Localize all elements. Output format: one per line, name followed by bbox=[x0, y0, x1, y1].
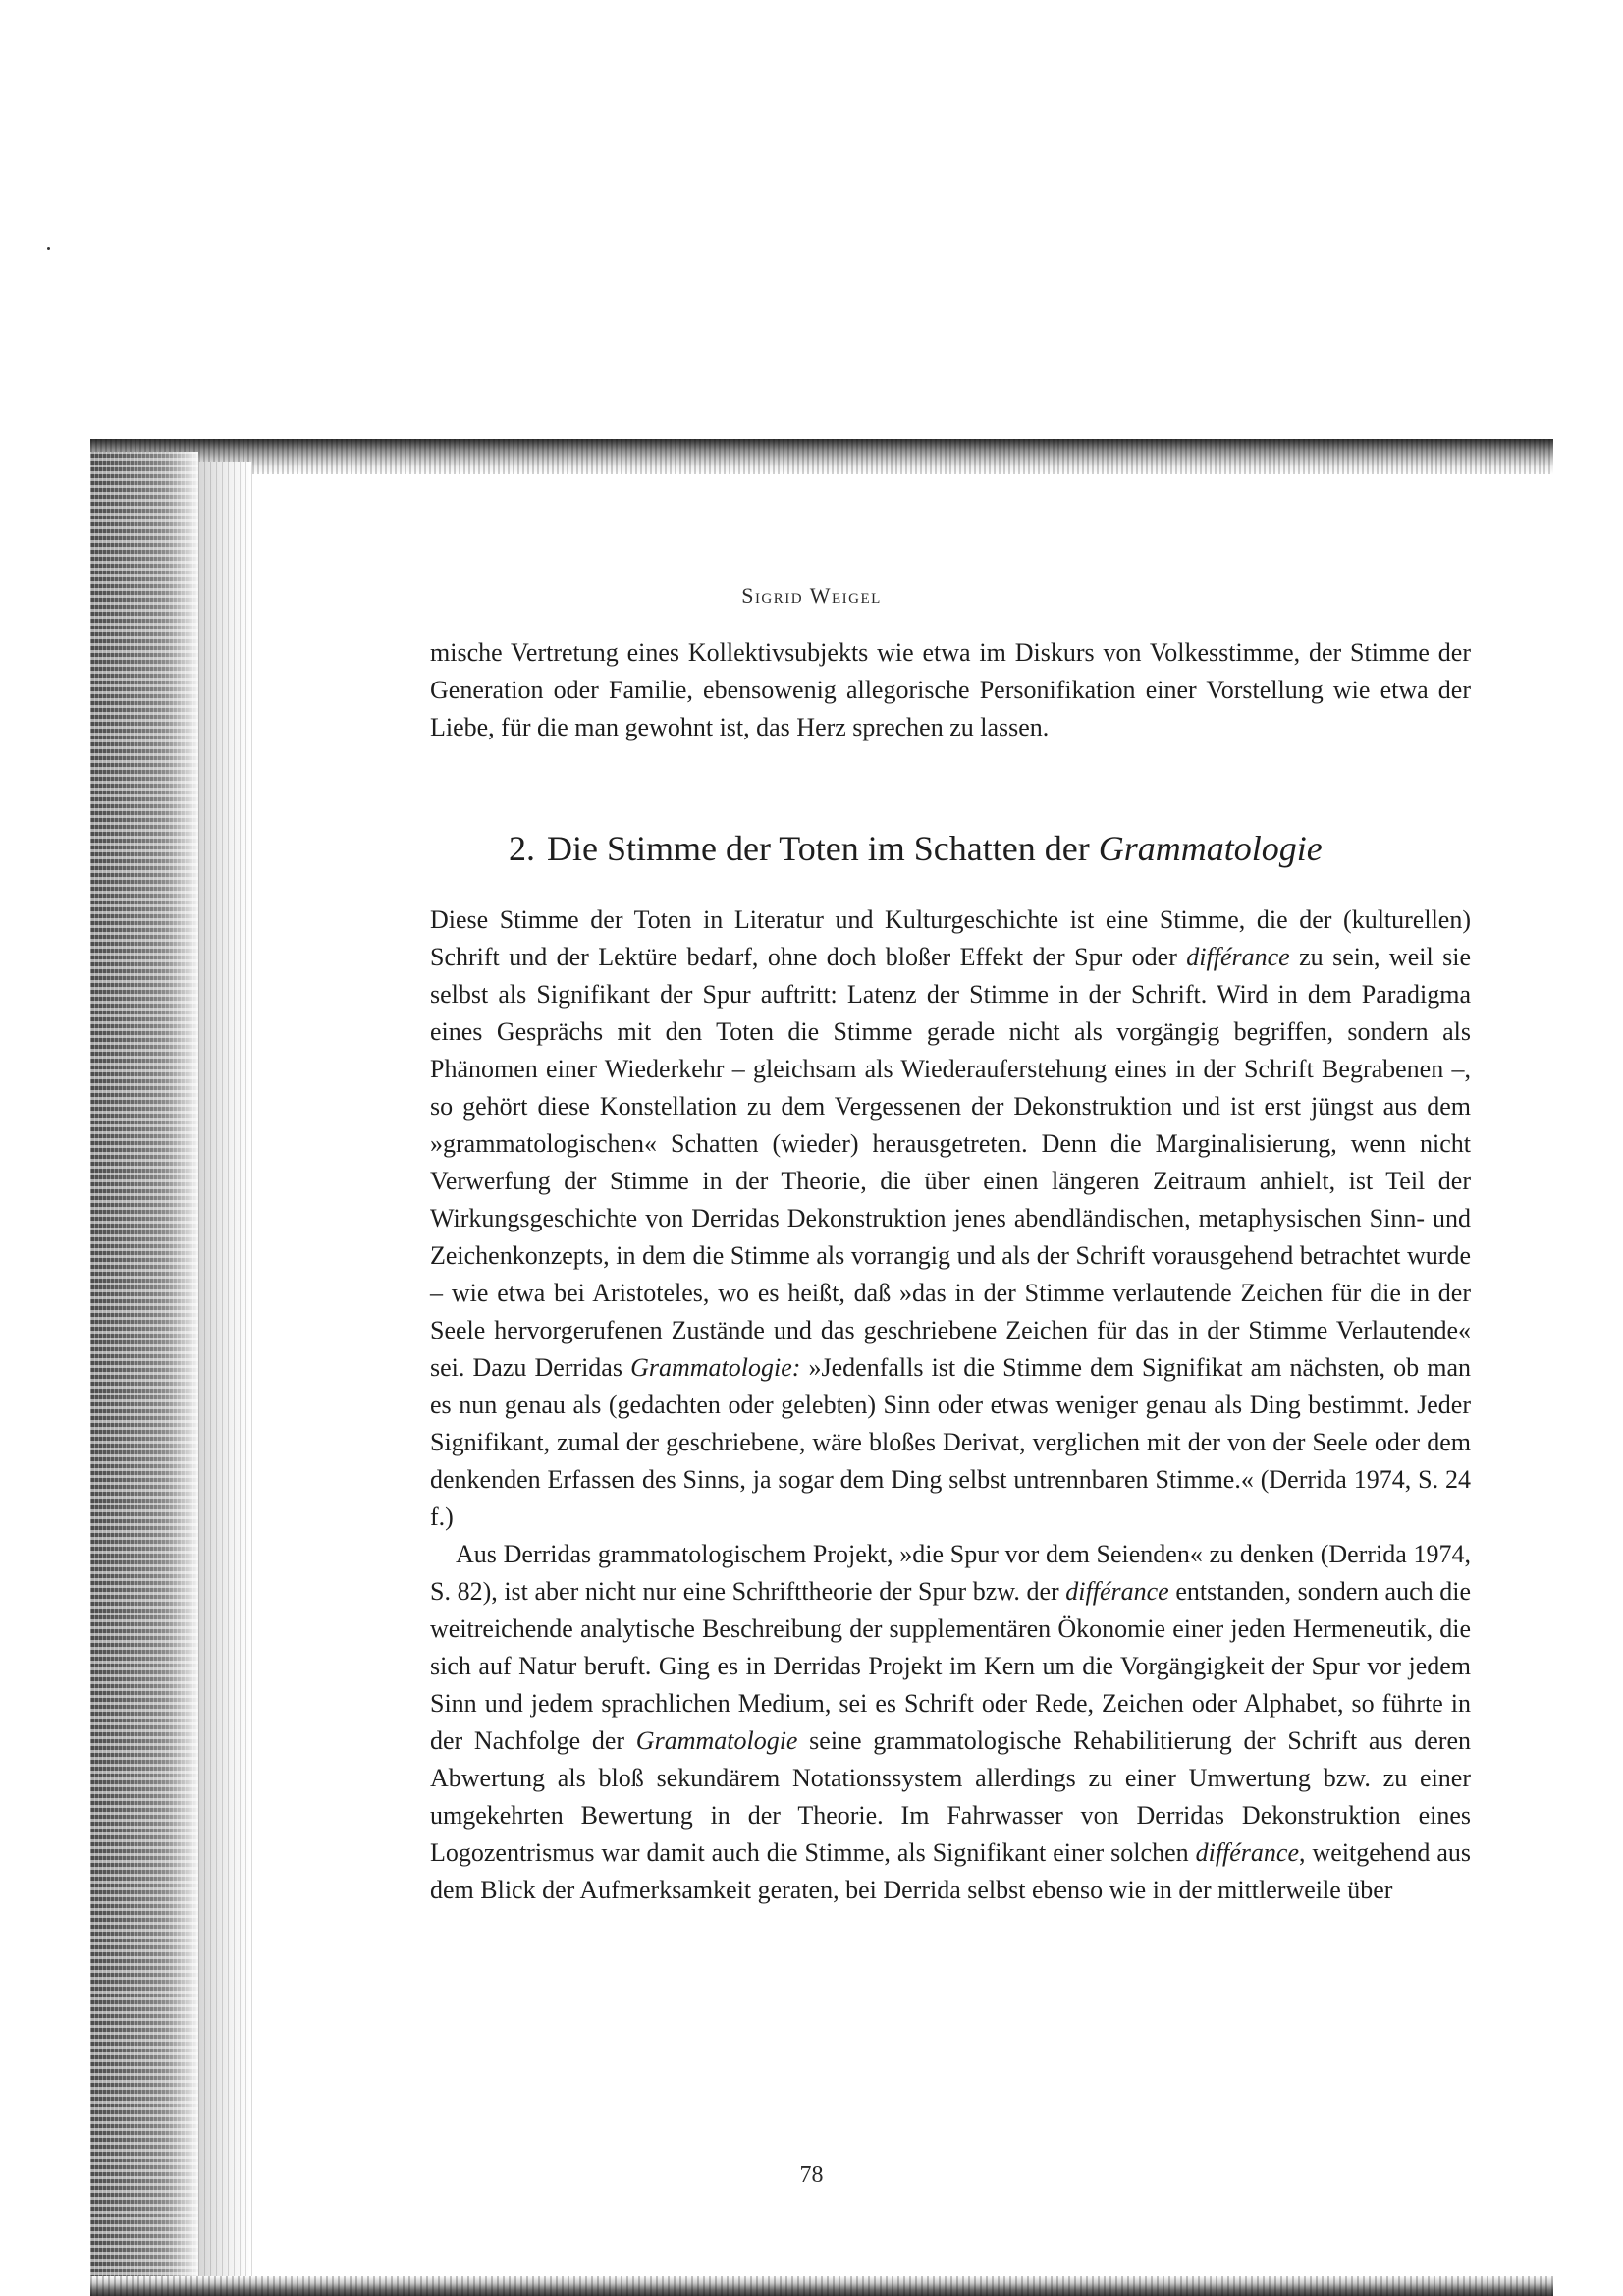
section-number: 2. bbox=[509, 829, 535, 868]
scan-edge-top bbox=[90, 439, 1553, 474]
paragraph-2-italic: Grammatologie bbox=[635, 1726, 798, 1755]
paragraph-2 bbox=[430, 1536, 1471, 1909]
page-number: 78 bbox=[799, 2162, 824, 2188]
paragraph-2-text: entstanden, sondern auch die weitreichende analytische Beschreibung der supplementären Ökonomie einer jeden Hermeneutik, die sich auf Natur beruft. Ging es in Derridas Projekt im Kern um die Vorgängigkeit der Spur vor jedem Sinn und jedem sprachlichen Medium, sei es Schrift oder Rede, Zeichen oder Alphabet, so führte in der Nachfolge der bbox=[430, 1577, 1471, 1755]
paragraph-1-text: Diese Stimme der Toten in Literatur und Kulturgeschichte ist eine Stimme, die der (kulturellen) Schrift und der Lektüre bedarf, ohne doch bloßer Effekt der Spur oder bbox=[430, 905, 1471, 971]
scan-edge-bottom bbox=[90, 2276, 1553, 2296]
section-title-italic: Grammatologie bbox=[1098, 829, 1323, 868]
continuation-text: mische Vertretung eines Kollektivsubjekts wie etwa im Diskurs von Volkesstimme, der Stimme der Generation oder Familie, ebensowenig allegorische Personifikation einer Vorstellung wie etwa der Liebe, für die man gewohnt ist, das Herz sprechen zu lassen. bbox=[430, 638, 1471, 741]
paragraph-1-text: »Jedenfalls ist die Stimme dem Signifikat am nächsten, ob man es nun genau als (gedachten oder gelebten) Sinn oder etwas weniger genau als Ding bestimmt. Jeder Signifikant, zumal der geschriebene, wäre bloßes Derivat, verglichen mit der von der Seele oder dem denkenden Erfassen des Sinns, ja sogar dem Ding selbst untrennbaren Stimme.« (Derrida 1974, S. 24 f.) bbox=[430, 1353, 1471, 1531]
continuation-paragraph bbox=[430, 634, 1471, 746]
body-text bbox=[430, 902, 1471, 1909]
paragraph-2-italic: différance bbox=[1195, 1838, 1300, 1867]
paragraph-1 bbox=[430, 902, 1471, 1536]
scan-speck bbox=[47, 247, 50, 250]
paragraph-2-italic: différance bbox=[1065, 1577, 1169, 1606]
section-title: Die Stimme der Toten im Schatten der bbox=[547, 829, 1099, 868]
paragraph-1-text: zu sein, weil sie selbst als Signifikant der Spur auftritt: Latenz der Stimme in der Schrift. Wird in dem Paradigma eines Gesprächs mit den Toten die Stimme gerade nicht als vorgängig begriffen, sondern als Phänomen einer Wiederkehr – gleichsam als Wiederauferstehung eines in der Schrift Begrabenen –, so gehört diese Konstellation zu dem Vergessenen der Dekonstruktion und ist erst jüngst aus dem »grammatologischen« Schatten (wieder) herausgetreten. Denn die Marginalisierung, wenn nicht Verwerfung der Stimme in der Theorie, die über einen längeren Zeitraum anhielt, ist Teil der Wirkungsgeschichte von Derridas Dekonstruktion jenes abendländischen, metaphysischen Sinn- und Zeichenkonzepts, in dem die Stimme als vorrangig und als der Schrift vorausgehend betrachtet wurde – wie etwa bei Aristoteles, wo es heißt, daß »das in der Stimme verlautende Zeichen für die in der Seele hervorgerufenen Zustände und das geschriebene Zeichen für das in der Stimme Verlautende« sei. Dazu Derridas bbox=[430, 943, 1471, 1382]
section-heading bbox=[509, 827, 1490, 870]
paragraph-1-italic: Grammatologie: bbox=[630, 1353, 801, 1382]
scan-binding-fade bbox=[198, 462, 252, 2288]
paragraph-2-text: , weitgehend aus dem Blick der Aufmerksamkeit geraten, bei Derrida selbst ebenso wie in der mittlerweile über bbox=[430, 1838, 1471, 1904]
scan-binding-shadow bbox=[90, 452, 198, 2296]
paragraph-2-text: seine grammatologische Rehabilitierung der Schrift aus deren Abwertung als bloß sekundärem Notationssystem allerdings zu einer Umwertung bzw. zu einer umgekehrten Bewertung in der Theorie. Im Fahrwasser von Derridas Dekonstruktion eines Logozentrismus war damit auch die Stimme, als Signifikant einer solchen bbox=[430, 1726, 1471, 1867]
paragraph-2-text: Aus Derridas grammatologischem Projekt, »die Spur vor dem Seienden« zu denken (Derrida 1974, S. 82), ist aber nicht nur eine Schrifttheorie der Spur bzw. der bbox=[430, 1540, 1471, 1606]
paragraph-1-italic: différance bbox=[1186, 943, 1290, 971]
running-head: Sigrid Weigel bbox=[741, 583, 882, 608]
